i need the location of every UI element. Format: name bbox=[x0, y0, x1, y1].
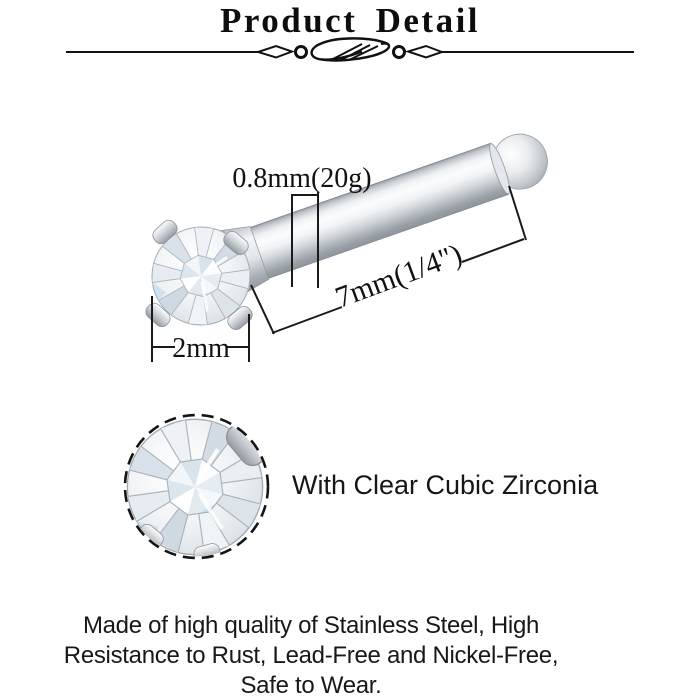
divider-left-arrow-icon bbox=[258, 46, 292, 58]
closeup-gem bbox=[119, 411, 272, 564]
post-length-label: 7mm(1/4") bbox=[330, 237, 467, 315]
divider-flourish bbox=[66, 38, 634, 60]
material-description-line: Resistance to Rust, Lead-Free and Nickel-Free, bbox=[63, 642, 559, 669]
material-description-line: Made of high quality of Stainless Steel, High bbox=[82, 612, 540, 639]
page-title: Product Detail bbox=[219, 1, 481, 40]
gem-width-label: 2mm bbox=[172, 333, 230, 364]
closeup-caption: With Clear Cubic Zirconia bbox=[292, 470, 599, 500]
divider-swirl-icon bbox=[312, 38, 389, 60]
divider-right-ring-icon bbox=[394, 47, 405, 58]
divider-left-ring-icon bbox=[296, 47, 307, 58]
gem-closeup bbox=[119, 411, 273, 564]
material-description bbox=[0, 611, 622, 700]
material-description-line: Safe to Wear. bbox=[240, 672, 382, 699]
post-diameter-label: 0.8mm(20g) bbox=[232, 163, 372, 194]
divider-right-arrow-icon bbox=[408, 46, 442, 58]
